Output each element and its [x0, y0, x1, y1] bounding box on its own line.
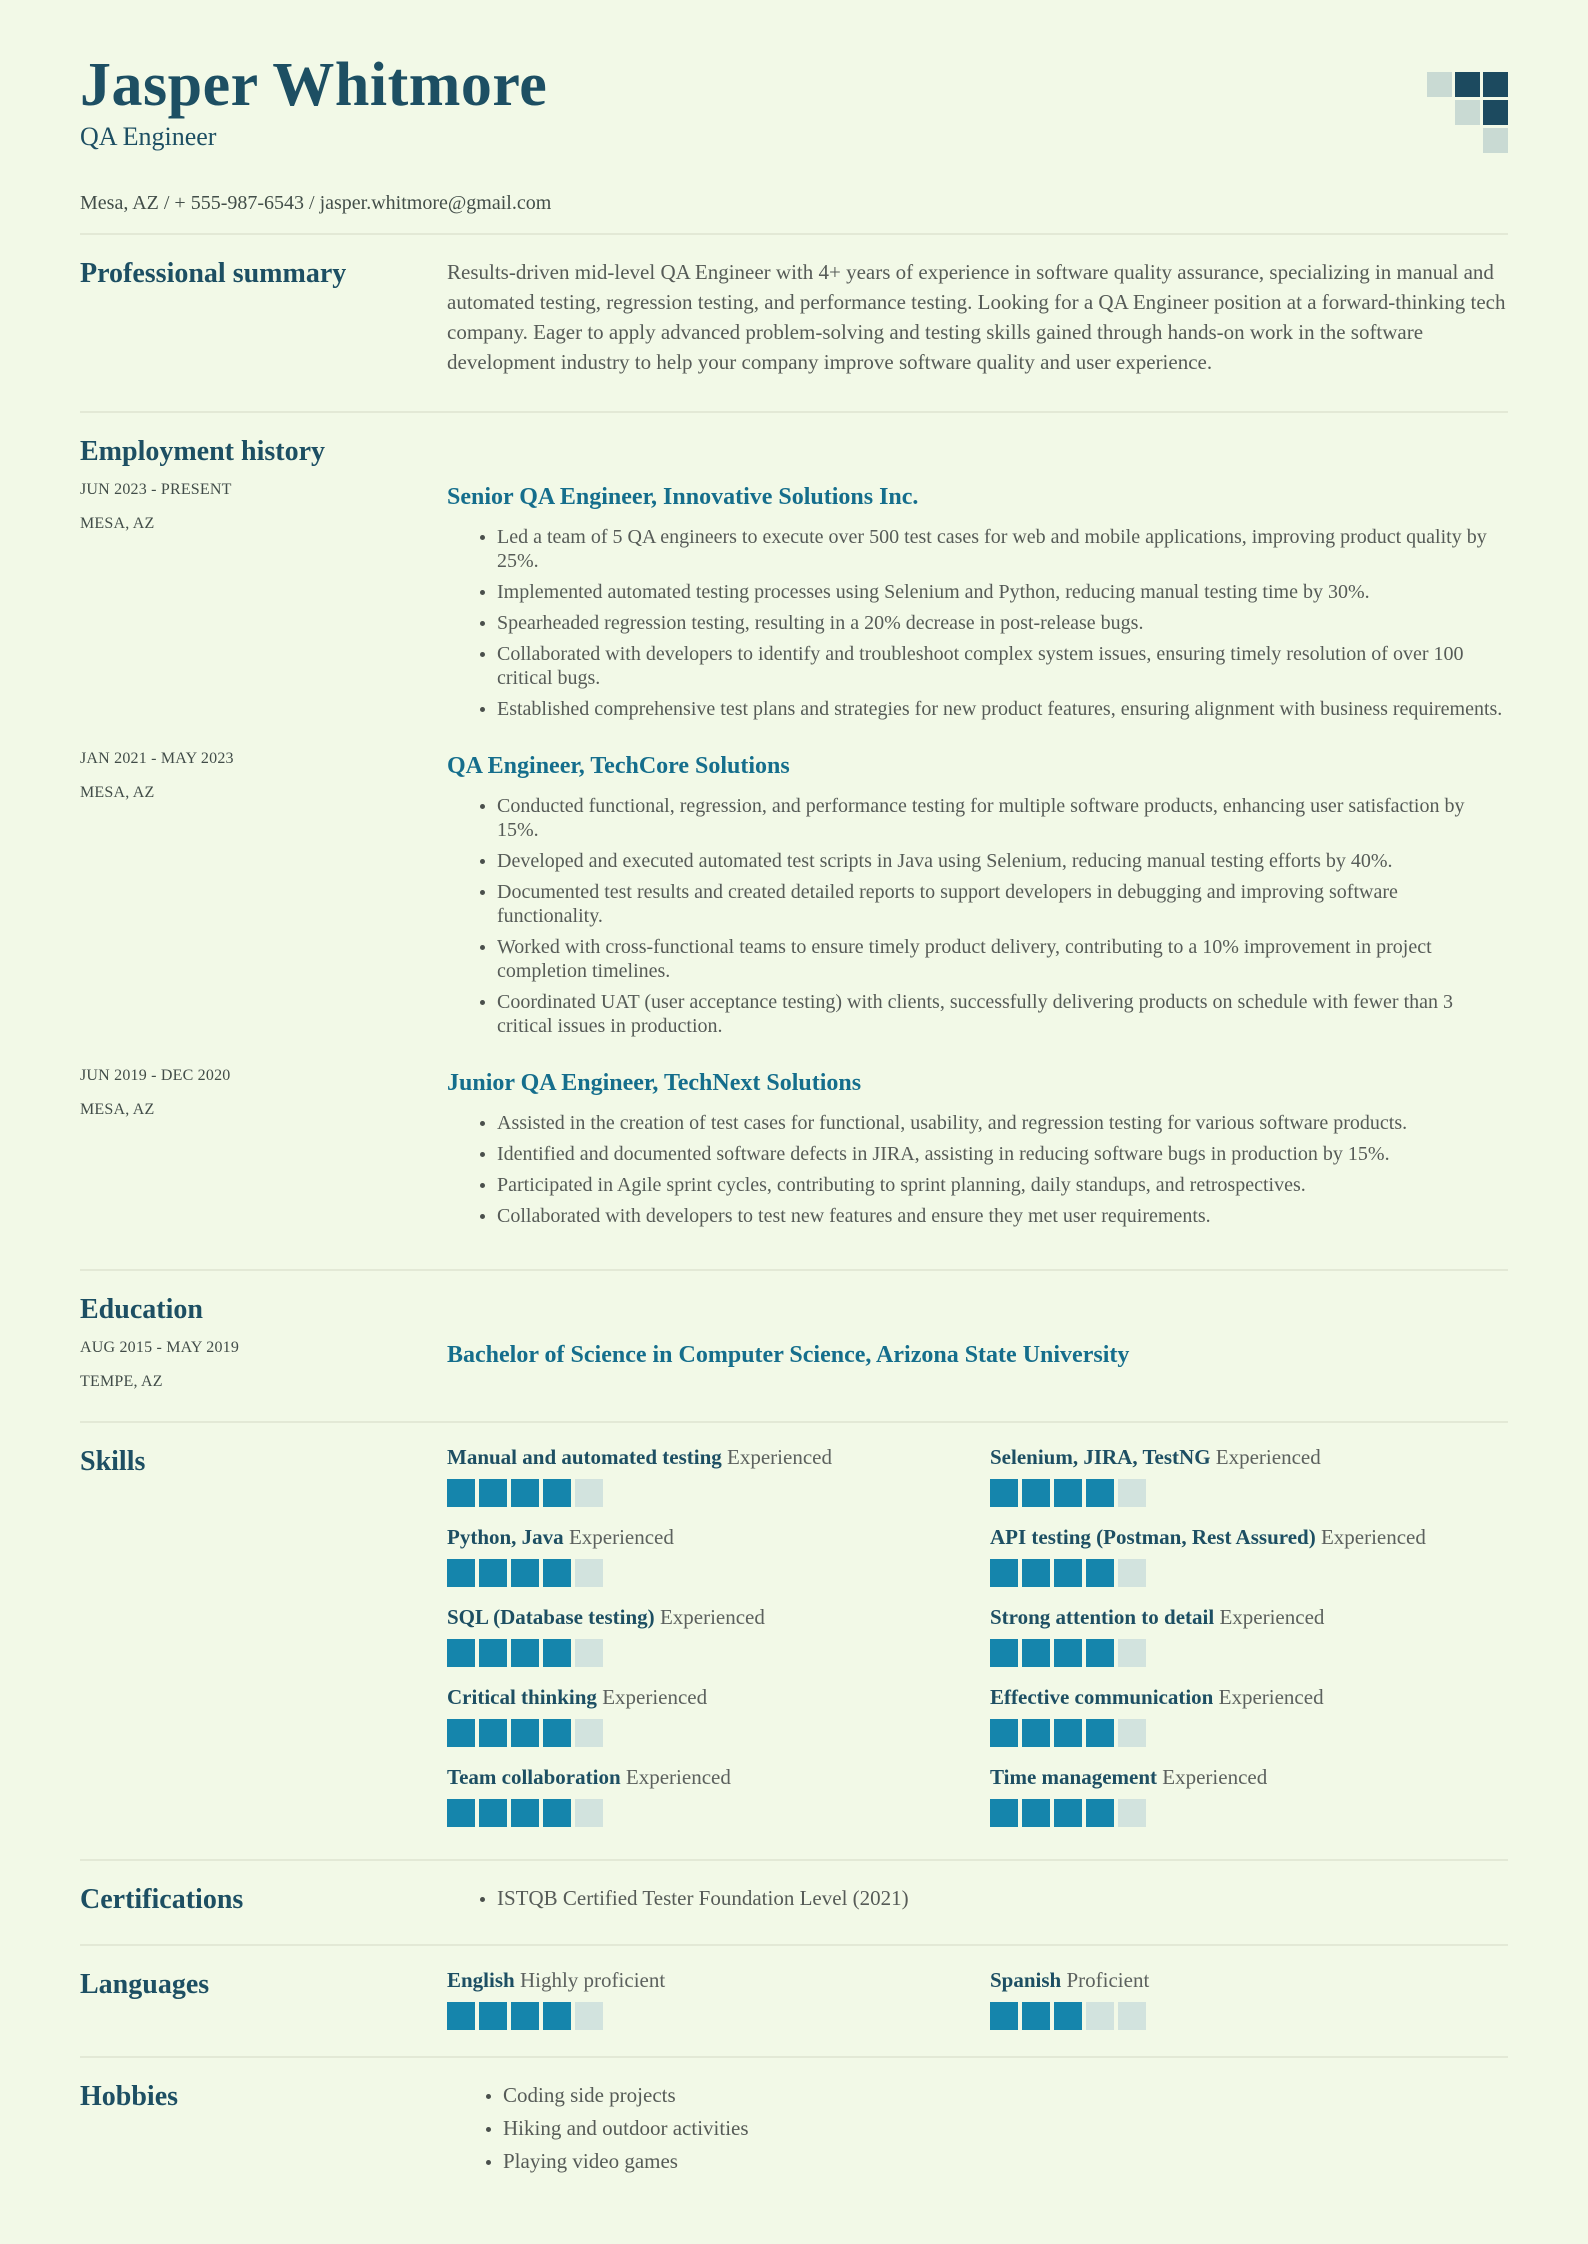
certification-item: • ISTQB Certified Tester Foundation Level (2021) [497, 1885, 1508, 1911]
skill-item [447, 1685, 990, 1747]
skill-item [447, 1765, 990, 1827]
skill-level-text: Experienced [1219, 1605, 1325, 1629]
section-employment-history [80, 435, 1508, 1235]
skill-level-text: Experienced [1162, 1765, 1268, 1789]
header-identity [80, 52, 551, 215]
section-languages [80, 1968, 1508, 2030]
education-entry [80, 1339, 1508, 1391]
degree-title: Bachelor of Science in Computer Science, Arizona State University [447, 1342, 1130, 1368]
bullet-item: • Spearheaded regression testing, resulting in a 20% decrease in post-release bugs. [497, 611, 1508, 635]
bullet-item: • Collaborated with developers to identify and troubleshoot complex system issues, ensuring timely resolution of over 100 critical bugs. [497, 642, 1508, 690]
job-content [447, 481, 1508, 728]
skill-item [447, 1605, 990, 1667]
bullet-item: • Established comprehensive test plans and strategies for new product features, ensuring alignment with business requirements. [497, 697, 1508, 721]
contact-line: Mesa, AZ / + 555-987-6543 / jasper.whitmore@gmail.com [80, 192, 552, 214]
skill-name: Selenium, JIRA, TestNG [990, 1445, 1211, 1469]
job-meta [80, 750, 447, 802]
section-skills [80, 1445, 1508, 1827]
skill-level-bar [447, 1479, 990, 1507]
skill-item [990, 1605, 1508, 1667]
divider [80, 2056, 1508, 2058]
bullet-item: • Documented test results and created detailed reports to support developers in debugging and improving software functionality. [497, 880, 1508, 928]
language-level-bar [990, 2002, 1508, 2030]
bullet-item: • Assisted in the creation of test cases for functional, usability, and regression testing for various software products. [497, 1111, 1508, 1135]
education-meta [80, 1339, 447, 1391]
language-level-text: Highly proficient [519, 1968, 666, 1992]
bullet-item: • Implemented automated testing processes using Selenium and Python, reducing manual testing time by 30%. [497, 580, 1508, 604]
skill-level-text: Experienced [1218, 1685, 1324, 1709]
bullet-item: • Led a team of 5 QA engineers to execute over 500 test cases for web and mobile applications, improving product quality by 25%. [497, 525, 1508, 573]
job-title: Junior QA Engineer, TechNext Solutions [447, 1070, 862, 1096]
skill-level-text: Experienced [602, 1685, 708, 1709]
skill-item [990, 1525, 1508, 1587]
skill-item [990, 1685, 1508, 1747]
job-bullet-list [447, 794, 1508, 1038]
language-item [447, 1968, 990, 2030]
summary-text: Results-driven mid-level QA Engineer with 4+ years of experience in software quality assurance, specializing in manual and automated testing, regression testing, and performance testing. Looking for a QA Engineer position at a forward-thinking tech company. Eager to apply advanced problem-solving and testing skills gained through hands-on work in the software development industry to help your company improve software quality and user experience. [447, 260, 1506, 374]
bullet-item: • Conducted functional, regression, and performance testing for multiple software products, enhancing user satisfaction by 15%. [497, 794, 1508, 842]
bullet-item: • Worked with cross-functional teams to ensure timely product delivery, contributing to a 10% improvement in project completion timelines. [497, 935, 1508, 983]
divider [80, 233, 1508, 235]
skill-level-bar [447, 1639, 990, 1667]
job-dates: JAN 2021 - MAY 2023 [80, 750, 234, 767]
education-location: TEMPE, AZ [80, 1373, 163, 1390]
job-dates: JUN 2023 - PRESENT [80, 481, 232, 498]
job-bullet-list [447, 525, 1508, 721]
language-item [990, 1968, 1508, 2030]
job-title: Senior QA Engineer, Innovative Solutions Inc. [447, 484, 919, 510]
skill-name: Effective communication [990, 1685, 1214, 1709]
job-location: MESA, AZ [80, 515, 155, 532]
skill-level-text: Experienced [1215, 1445, 1321, 1469]
language-name: English [447, 1968, 515, 1992]
job-entry [80, 481, 1508, 728]
bullet-item: • Coordinated UAT (user acceptance testing) with clients, successfully delivering products on schedule with fewer than 3 critical issues in production. [497, 990, 1508, 1038]
divider [80, 411, 1508, 413]
divider [80, 1944, 1508, 1946]
skill-level-bar [990, 1719, 1508, 1747]
job-content [447, 750, 1508, 1045]
skill-level-bar [990, 1639, 1508, 1667]
language-level-text: Proficient [1066, 1968, 1150, 1992]
hobby-item: • Hiking and outdoor activities [503, 2115, 1508, 2141]
job-content [447, 1067, 1508, 1235]
skill-name: Team collaboration [447, 1765, 621, 1789]
section-education [80, 1293, 1508, 1391]
skill-item [990, 1445, 1508, 1507]
skill-name: Strong attention to detail [990, 1605, 1215, 1629]
languages-heading: Languages [80, 1969, 210, 2000]
skill-name: Critical thinking [447, 1685, 597, 1709]
bullet-item: • Identified and documented software defects in JIRA, assisting in reducing software bugs in production by 15%. [497, 1142, 1508, 1166]
education-heading: Education [80, 1294, 203, 1325]
skill-level-text: Experienced [727, 1445, 832, 1469]
education-content [447, 1339, 1508, 1371]
job-entry [80, 1067, 1508, 1235]
section-hobbies [80, 2080, 1508, 2181]
summary-heading: Professional summary [80, 258, 347, 289]
section-certifications [80, 1883, 1508, 1918]
skill-name: Python, Java [447, 1525, 564, 1549]
skill-level-bar [990, 1559, 1508, 1587]
employment-heading: Employment history [80, 436, 325, 467]
job-meta [80, 1067, 447, 1119]
hobby-item: • Coding side projects [503, 2082, 1508, 2108]
person-name: Jasper Whitmore [80, 51, 548, 119]
skill-level-bar [447, 1799, 990, 1827]
job-title: QA Engineer, TechCore Solutions [447, 753, 790, 779]
job-meta [80, 481, 447, 533]
skill-level-bar [990, 1799, 1508, 1827]
bullet-item: • Developed and executed automated test scripts in Java using Selenium, reducing manual testing efforts by 40%. [497, 849, 1508, 873]
job-entry [80, 750, 1508, 1045]
divider [80, 1421, 1508, 1423]
certifications-list [447, 1885, 1508, 1918]
hobby-item: • Playing video games [503, 2148, 1508, 2174]
job-location: MESA, AZ [80, 1101, 155, 1118]
certifications-heading: Certifications [80, 1884, 244, 1915]
person-job-title: QA Engineer [80, 122, 217, 151]
languages-grid [447, 1968, 1508, 2030]
skill-level-bar [990, 1479, 1508, 1507]
bullet-item: • Collaborated with developers to test new features and ensure they met user requirements. [497, 1204, 1508, 1228]
skill-level-bar [447, 1559, 990, 1587]
skills-heading: Skills [80, 1446, 146, 1477]
divider [80, 1859, 1508, 1861]
skill-level-bar [447, 1719, 990, 1747]
skill-name: Time management [990, 1765, 1158, 1789]
skill-level-text: Experienced [625, 1765, 731, 1789]
hobbies-heading: Hobbies [80, 2081, 179, 2112]
skill-item [990, 1765, 1508, 1827]
language-level-bar [447, 2002, 990, 2030]
skill-level-text: Experienced [1320, 1525, 1426, 1549]
hobbies-list [447, 2082, 1508, 2181]
divider [80, 1269, 1508, 1271]
job-bullet-list [447, 1111, 1508, 1228]
skills-grid [447, 1445, 1508, 1827]
education-dates: AUG 2015 - MAY 2019 [80, 1339, 240, 1356]
skill-level-text: Experienced [568, 1525, 674, 1549]
section-professional-summary [80, 257, 1508, 377]
header [80, 52, 1508, 215]
job-dates: JUN 2019 - DEC 2020 [80, 1067, 231, 1084]
skill-name: Manual and automated testing [447, 1445, 722, 1469]
skill-item [447, 1525, 990, 1587]
job-location: MESA, AZ [80, 784, 155, 801]
language-name: Spanish [990, 1968, 1062, 1992]
skill-level-text: Experienced [659, 1605, 765, 1629]
skill-name: SQL (Database testing) [447, 1605, 655, 1629]
bullet-item: • Participated in Agile sprint cycles, contributing to sprint planning, daily standups, and retrospectives. [497, 1173, 1508, 1197]
logo-icon [1427, 72, 1508, 153]
skill-item [447, 1445, 990, 1507]
skill-name: API testing (Postman, Rest Assured) [990, 1525, 1316, 1549]
